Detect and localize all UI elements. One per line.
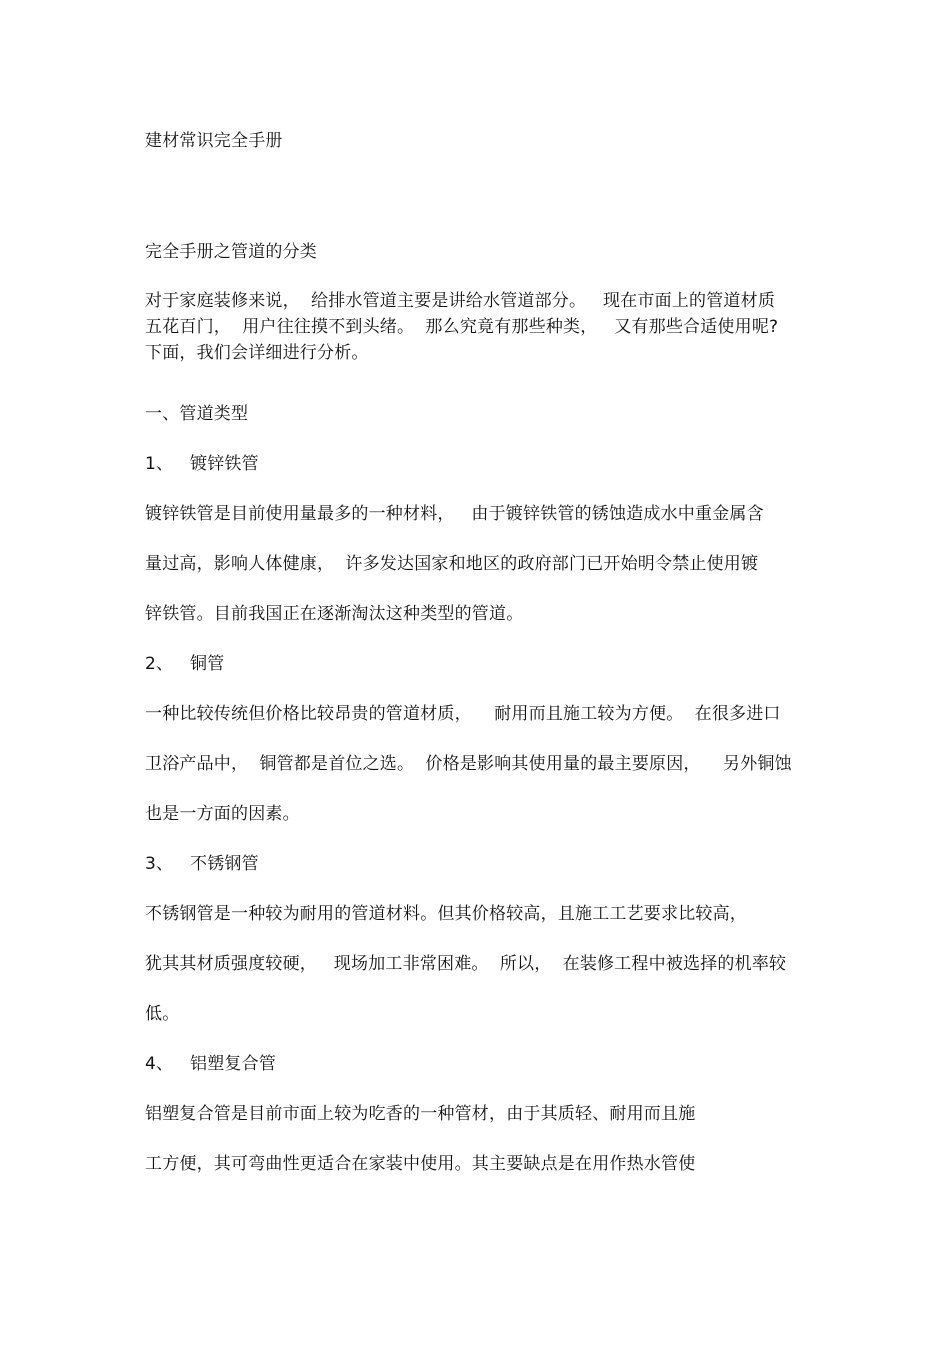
item-text-line: 工方便，其可弯曲性更适合在家装中使用。其主要缺点是在用作热水管使 [145, 1154, 696, 1174]
intro-line: 五花百门， 用户往往摸不到头绪。 那么究竟有那些种类， 又有那些合适使用呢? [145, 317, 779, 337]
item-text-line: 不锈钢管是一种较为耐用的管道材料。但其价格较高，且施工工艺要求比较高， [145, 904, 747, 924]
document-title: 建材常识完全手册 [145, 131, 283, 151]
intro-line: 下面，我们会详细进行分析。 [145, 343, 369, 363]
intro-line: 对于家庭装修来说， 给排水管道主要是讲给水管道部分。 现在市面上的管道材质 [145, 291, 776, 311]
item-text-line: 低。 [145, 1004, 180, 1024]
item-text-line: 一种比较传统但价格比较昂贵的管道材质， 耐用而且施工较为方便。 在很多进口 [145, 704, 781, 724]
item-text-line: 犹其其材质强度较硬， 现场加工非常困难。 所以， 在装修工程中被选择的机率较 [145, 954, 787, 974]
item-text-line: 铝塑复合管是目前市面上较为吃香的一种管材，由于其质轻、耐用而且施 [145, 1104, 696, 1124]
item-text-line: 量过高，影响人体健康， 许多发达国家和地区的政府部门已开始明令禁止使用镀 [145, 554, 759, 574]
section-title: 完全手册之管道的分类 [145, 242, 317, 262]
item-text-line: 镀锌铁管是目前使用量最多的一种材料， 由于镀锌铁管的锈蚀造成水中重金属含 [145, 504, 764, 524]
item-text-line: 卫浴产品中， 铜管都是首位之选。 价格是影响其使用量的最主要原因， 另外铜蚀 [145, 754, 792, 774]
item-heading: 4、 铝塑复合管 [145, 1054, 277, 1074]
item-heading: 2、 铜管 [145, 654, 225, 674]
item-text-line: 锌铁管。目前我国正在逐渐淘汰这种类型的管道。 [145, 604, 524, 624]
item-heading: 1、 镀锌铁管 [145, 454, 259, 474]
item-text-line: 也是一方面的因素。 [145, 804, 300, 824]
item-heading: 3、 不锈钢管 [145, 854, 259, 874]
heading-pipe-types: 一、管道类型 [145, 404, 249, 424]
